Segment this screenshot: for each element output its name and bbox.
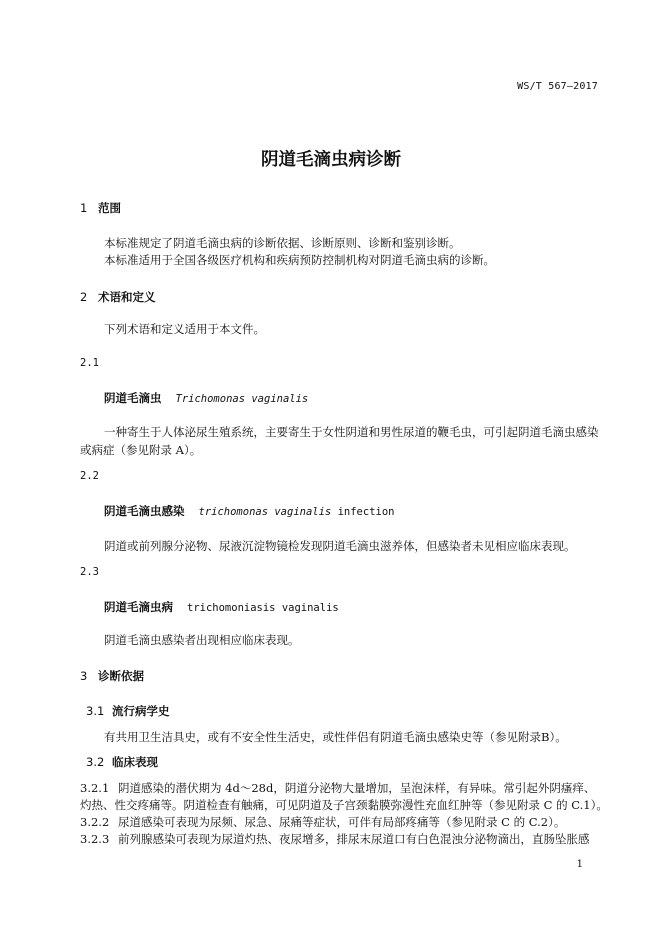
item-3-2-3-text: 前列腺感染可表现为尿道灼热、夜尿增多，排尿末尿道口有白色混浊分泌物滴出，直肠坠胀感 [118, 832, 590, 846]
term-2-3-english: trichomoniasis vaginalis [187, 602, 339, 614]
section-3-1-number: 3.1 [86, 704, 105, 718]
term-2-3-definition: 阴道毛滴虫感染者出现相应临床表现。 [104, 633, 300, 647]
term-2-3-number: 2.3 [80, 566, 99, 578]
standard-code: WS/T 567—2017 [517, 81, 598, 92]
term-2-1 [104, 390, 308, 406]
document-title: 阴道毛滴虫病诊断 [261, 150, 401, 170]
item-3-2-2-text: 尿道感染可表现为尿频、尿急、尿痛等症状，可伴有局部疼痛等（参见附录 C 的 C.2）。 [118, 815, 566, 829]
section-3-2-heading [86, 754, 158, 770]
page-number: 1 [576, 859, 583, 870]
section-1-heading [80, 200, 121, 216]
term-2-2-definition: 阴道或前列腺分泌物、尿液沉淀物镜检发现阴道毛滴虫滋养体，但感染者未见相应临床表现。 [104, 539, 576, 553]
item-3-2-1-text-1: 阴道感染的潜伏期为 4d～28d，阴道分泌物大量增加，呈泡沫样，有异味。常引起外阴瘙痒、 [118, 781, 596, 795]
section-2-heading [80, 289, 156, 305]
term-2-1-chinese: 阴道毛滴虫 [104, 391, 162, 405]
term-2-3 [104, 599, 339, 615]
term-2-1-english: Trichomonas vaginalis [175, 393, 309, 405]
term-2-1-definition-line-1: 一种寄生于人体泌尿生殖系统，主要寄生于女性阴道和男性尿道的鞭毛虫，可引起阴道毛滴虫感染 [104, 425, 599, 439]
term-2-2-number: 2.2 [80, 470, 99, 482]
section-3-1-text: 有共用卫生洁具史，或有不安全性生活史，或性伴侣有阴道毛滴虫感染史等（参见附录B）。 [104, 730, 567, 744]
section-3-2-title: 临床表现 [112, 755, 158, 769]
section-2-title: 术语和定义 [98, 290, 156, 304]
item-3-2-1-line-2: 灼热、性交疼痛等。阴道检查有触痛，可见阴道及子宫颈黏膜弥漫性充血红肿等（参见附录 C 的 C.1）。 [80, 798, 608, 812]
section-1-paragraph-1: 本标准规定了阴道毛滴虫病的诊断依据、诊断原则、诊断和鉴别诊断。 [104, 236, 461, 250]
section-3-1-title: 流行病学史 [112, 704, 170, 718]
section-1-number: 1 [80, 201, 88, 215]
item-3-2-2 [80, 814, 565, 830]
item-3-2-1-number: 3.2.1 [80, 781, 110, 795]
term-2-2-english-rest: infection [331, 506, 395, 518]
item-3-2-3-number: 3.2.3 [80, 832, 110, 846]
term-2-2 [104, 503, 394, 519]
section-3-number: 3 [80, 669, 88, 683]
section-3-title: 诊断依据 [98, 669, 144, 683]
section-3-1-heading [86, 703, 170, 719]
section-3-heading [80, 668, 144, 684]
section-2-number: 2 [80, 290, 88, 304]
section-1-paragraph-2: 本标准适用于全国各级医疗机构和疾病预防控制机构对阴道毛滴虫病的诊断。 [104, 253, 495, 267]
term-2-3-chinese: 阴道毛滴虫病 [104, 600, 173, 614]
section-3-2-number: 3.2 [86, 755, 105, 769]
item-3-2-1-line-1 [80, 780, 595, 796]
item-3-2-3 [80, 831, 590, 847]
term-2-2-english-italic: trichomonas vaginalis [198, 506, 332, 518]
term-2-2-chinese: 阴道毛滴虫感染 [104, 504, 185, 518]
section-1-title: 范围 [98, 201, 121, 215]
item-3-2-2-number: 3.2.2 [80, 815, 110, 829]
section-2-intro: 下列术语和定义适用于本文件。 [104, 322, 265, 336]
term-2-1-definition-line-2: 或病症（参见附录 A）。 [80, 443, 202, 457]
term-2-1-number: 2.1 [80, 357, 99, 369]
